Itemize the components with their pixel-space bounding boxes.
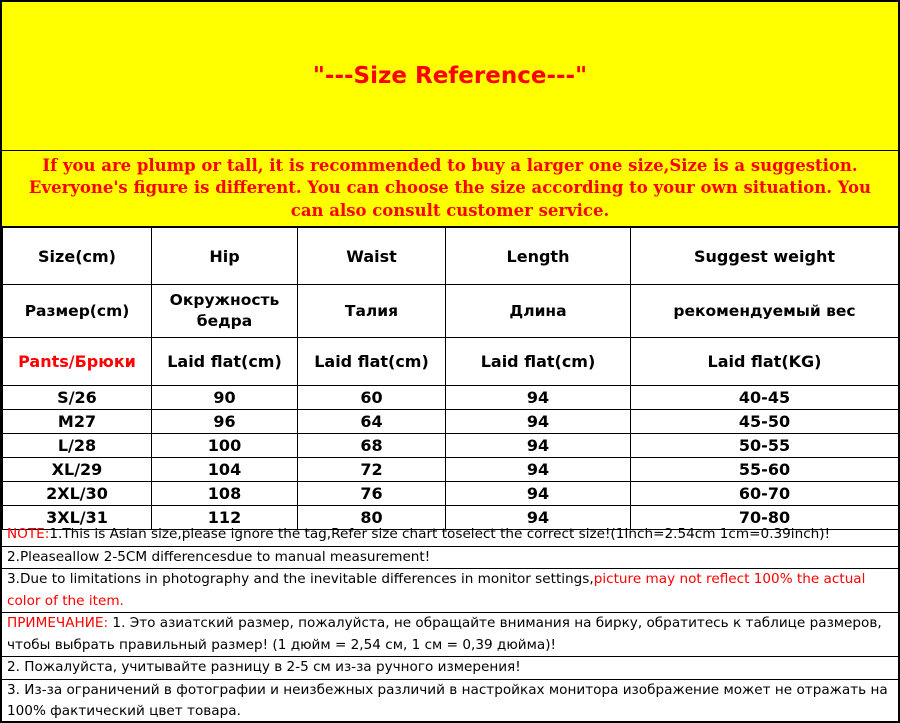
size-cell: L/28 bbox=[3, 434, 152, 458]
header-row-ru bbox=[3, 285, 899, 338]
hip-cell: 108 bbox=[152, 482, 298, 506]
note-ru-measurement bbox=[2, 656, 898, 679]
waist-cell: 68 bbox=[298, 434, 446, 458]
weight-measure-note: Laid flat(KG) bbox=[631, 338, 899, 386]
note-label: NOTE: bbox=[7, 526, 50, 542]
length-cell: 94 bbox=[446, 434, 631, 458]
size-advice-text: If you are plump or tall, it is recommended to buy a larger one size,Size is a suggestion. Everyone's figure is different. You can choose the size according to your own situation. You can also consult customer service. bbox=[28, 155, 872, 220]
size-cell: S/26 bbox=[3, 386, 152, 410]
header-row-en bbox=[3, 228, 899, 285]
advice-band bbox=[2, 151, 898, 227]
size-cell: XL/29 bbox=[3, 458, 152, 482]
note-ru-measurement-text: 2. Пожалуйста, учитывайте разницу в 2-5 см из-за ручного измерения! bbox=[7, 659, 521, 675]
note-ru-label: ПРИМЕЧАНИЕ: bbox=[7, 615, 109, 631]
header-weight: Suggest weight bbox=[631, 228, 899, 285]
table-row bbox=[3, 434, 899, 458]
waist-measure-note: Laid flat(cm) bbox=[298, 338, 446, 386]
note-color-text: 3.Due to limitations in photography and the inevitable differences in monitor settings, bbox=[7, 571, 594, 587]
hip-cell: 90 bbox=[152, 386, 298, 410]
note-asian-size bbox=[2, 524, 898, 546]
note-color-warning: picture may not reflect 100% the actual color of the item. bbox=[7, 571, 866, 609]
header-waist-ru: Талия bbox=[298, 285, 446, 338]
size-cell: 2XL/30 bbox=[3, 482, 152, 506]
waist-cell: 60 bbox=[298, 386, 446, 410]
weight-cell: 55-60 bbox=[631, 458, 899, 482]
waist-cell: 64 bbox=[298, 410, 446, 434]
length-measure-note: Laid flat(cm) bbox=[446, 338, 631, 386]
waist-cell: 72 bbox=[298, 458, 446, 482]
weight-cell: 50-55 bbox=[631, 434, 899, 458]
length-cell: 94 bbox=[446, 458, 631, 482]
hip-measure-note: Laid flat(cm) bbox=[152, 338, 298, 386]
size-reference-title: "---Size Reference---" bbox=[312, 63, 588, 89]
header-hip: Hip bbox=[152, 228, 298, 285]
header-hip-ru: Окружность бедра bbox=[152, 285, 298, 338]
table-row bbox=[3, 458, 899, 482]
note-color-difference bbox=[2, 568, 898, 612]
note-measurement-text: 2.Pleaseallow 2-5CM differencesdue to manual measurement! bbox=[7, 548, 431, 565]
hip-cell: 96 bbox=[152, 410, 298, 434]
waist-cell: 80 bbox=[298, 506, 446, 530]
weight-cell: 60-70 bbox=[631, 482, 899, 506]
table-row bbox=[3, 386, 899, 410]
weight-cell: 45-50 bbox=[631, 410, 899, 434]
size-cell: M27 bbox=[3, 410, 152, 434]
note-ru-asian-size bbox=[2, 612, 898, 656]
pants-label: Pants/Брюки bbox=[3, 338, 152, 386]
title-band bbox=[2, 2, 898, 151]
length-cell: 94 bbox=[446, 410, 631, 434]
hip-cell: 104 bbox=[152, 458, 298, 482]
weight-cell: 70-80 bbox=[631, 506, 899, 530]
header-length: Length bbox=[446, 228, 631, 285]
hip-cell: 112 bbox=[152, 506, 298, 530]
waist-cell: 76 bbox=[298, 482, 446, 506]
header-row-measure bbox=[3, 338, 899, 386]
note-ru-color-text: 3. Из-за ограничений в фотографии и неизбежных различий в настройках монитора изображение может не отражать на 100% фактический цвет товара. bbox=[7, 681, 888, 719]
length-cell: 94 bbox=[446, 482, 631, 506]
header-waist: Waist bbox=[298, 228, 446, 285]
hip-cell: 100 bbox=[152, 434, 298, 458]
size-table bbox=[2, 227, 899, 530]
note-measurement-difference bbox=[2, 546, 898, 569]
table-row bbox=[3, 482, 899, 506]
note-asian-size-text: 1.This is Asian size,please ignore the tag,Refer size chart toselect the correct size!(1Inch=2.54cm 1cm=0.39inch)! bbox=[49, 526, 831, 542]
notes-section bbox=[2, 524, 898, 723]
length-cell: 94 bbox=[446, 506, 631, 530]
size-cell: 3XL/31 bbox=[3, 506, 152, 530]
header-size-ru: Размер(cm) bbox=[3, 285, 152, 338]
length-cell: 94 bbox=[446, 386, 631, 410]
table-row bbox=[3, 410, 899, 434]
weight-cell: 40-45 bbox=[631, 386, 899, 410]
header-length-ru: Длина bbox=[446, 285, 631, 338]
note-ru-color bbox=[2, 679, 898, 723]
note-ru-asian-size-text: 1. Это азиатский размер, пожалуйста, не обращайте внимания на бирку, обратитесь к таблице размеров, чтобы выбрать правильный размер! (1 дюйм = 2,54 см, 1 см = 0,39 дюйма)! bbox=[7, 615, 882, 653]
header-size: Size(cm) bbox=[3, 228, 152, 285]
header-weight-ru: рекомендуемый вес bbox=[631, 285, 899, 338]
